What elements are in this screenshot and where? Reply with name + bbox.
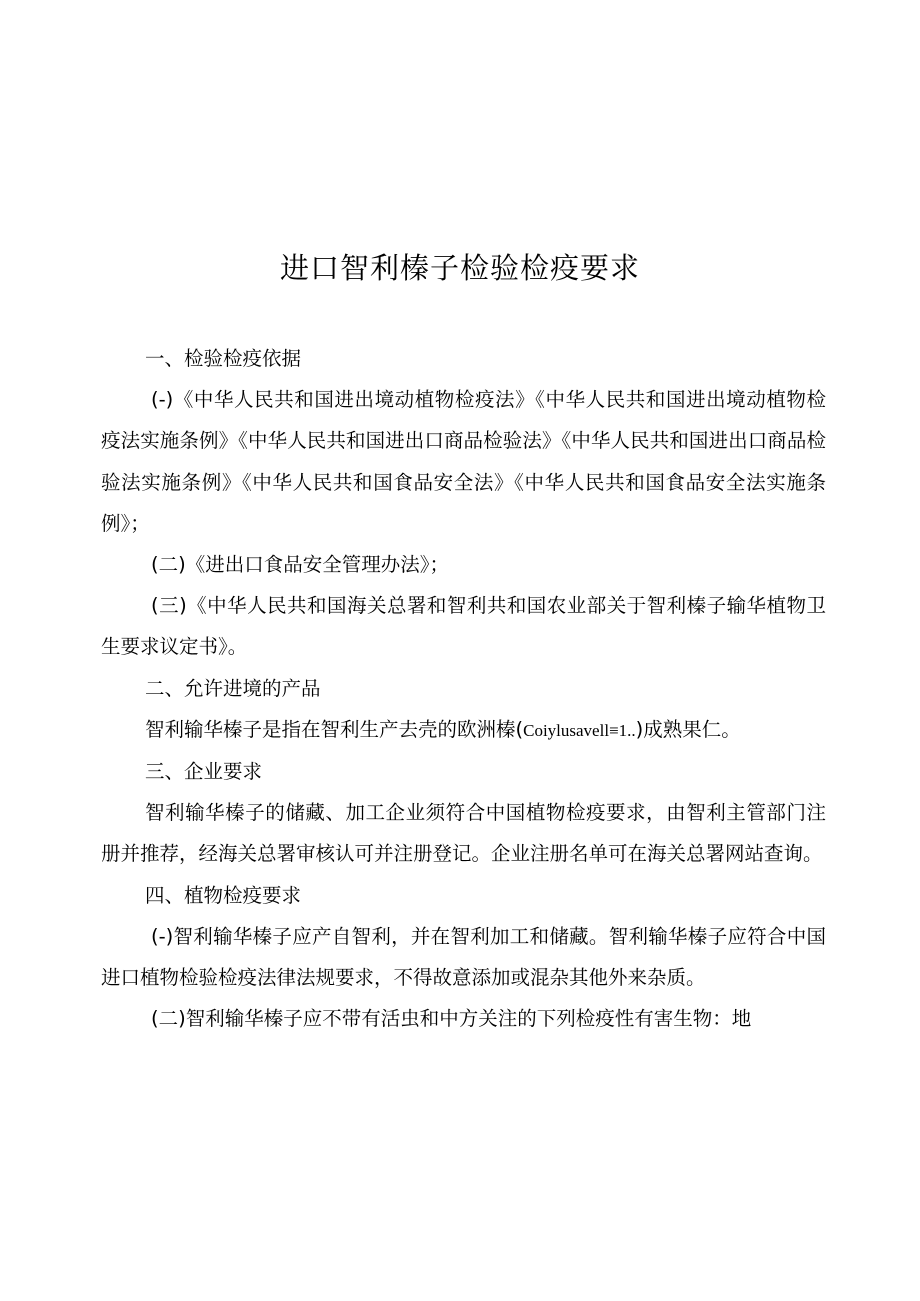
enterprise-paragraph: 智利输华榛子的储藏、加工企业须符合中国植物检疫要求，由智利主管部门注册并推荐，经海关总署审核认可并注册登记。企业注册名单可在海关总署网站查询。 xyxy=(101,801,826,866)
products-text-suffix: )成熟果仁。 xyxy=(635,717,741,741)
document-body xyxy=(101,338,826,1039)
latin-species-name: Coiylusavell≡1.. xyxy=(523,720,636,740)
section-heading-enterprise: 三、企业要求 xyxy=(145,760,263,784)
basis-item-2: (二)《进出口食品安全管理办法》； xyxy=(151,553,449,577)
products-text-prefix: 智利输华榛子是指在智利生产去壳的欧洲榛( xyxy=(145,717,524,741)
basis-item-1: (-)《中华人民共和国进出境动植物检疫法》《中华人民共和国进出境动植物检疫法实施条例》《中华人民共和国进出口商品检验法》《中华人民共和国进出口商品检验法实施条例》《中华人民共和国食品安全法》《中华人民共和国食品安全法实施条例》； xyxy=(101,388,826,535)
section-heading-products: 二、允许进境的产品 xyxy=(145,676,321,700)
document-title: 进口智利榛子检验检疫要求 xyxy=(279,251,640,285)
products-paragraph xyxy=(101,709,826,751)
basis-item-3: (三)《中华人民共和国海关总署和智利共和国农业部关于智利榛子输华植物卫生要求议定书》。 xyxy=(101,594,826,659)
quarantine-item-2: (二)智利输华榛子应不带有活虫和中方关注的下列检疫性有害生物：地 xyxy=(151,1007,752,1031)
quarantine-item-1: (-)智利输华榛子应产自智利，并在智利加工和储藏。智利输华榛子应符合中国进口植物检验检疫法律法规要求，不得故意添加或混杂其他外来杂质。 xyxy=(101,924,826,990)
section-heading-quarantine: 四、植物检疫要求 xyxy=(145,883,302,907)
section-heading-basis: 一、检验检疫依据 xyxy=(145,347,302,370)
